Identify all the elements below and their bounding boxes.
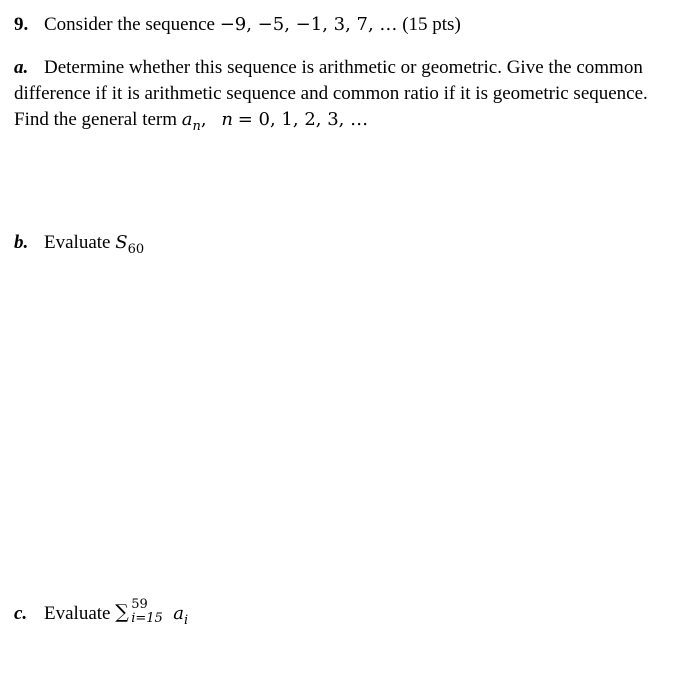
part-b-line <box>14 231 144 257</box>
n-values: = 0, 1, 2, 3, … <box>237 109 369 130</box>
general-term-sub: n <box>192 119 201 134</box>
part-a-line-3 <box>14 108 368 134</box>
part-a-text-1: Determine whether this sequence is arithmetic or geometric. Give the common <box>44 57 643 78</box>
general-term-var: a <box>181 109 193 130</box>
part-a-line-2 <box>14 82 648 106</box>
question-points: (15 pts) <box>402 14 461 35</box>
part-c-label: c. <box>14 603 28 624</box>
sum-sub: 60 <box>127 242 145 257</box>
question-heading <box>14 13 461 37</box>
question-number: 9. <box>14 14 29 35</box>
summand <box>173 603 189 628</box>
summand-var: a <box>173 603 184 624</box>
sigma-symbol: ∑ <box>115 601 129 623</box>
part-c-text: Evaluate <box>44 603 111 624</box>
general-term-comma: , <box>200 109 207 130</box>
general-term <box>181 109 201 134</box>
part-c-line <box>14 597 189 628</box>
n-variable: n <box>221 109 233 130</box>
part-a-label: a. <box>14 57 29 78</box>
question-prompt: Consider the sequence <box>44 14 215 35</box>
part-b-text: Evaluate <box>44 232 111 253</box>
sum-var: S <box>115 232 128 253</box>
summation-expression <box>115 597 173 626</box>
sequence-terms: −9, −5, −1, 3, 7, … <box>219 14 398 35</box>
part-a-line-1 <box>14 56 643 80</box>
sigma-lower-limit: i=15 <box>131 611 163 626</box>
summand-sub: i <box>183 613 189 628</box>
sigma-upper-limit: 59 <box>131 597 148 612</box>
part-a-text-2: difference if it is arithmetic sequence and common ratio if it is geometric sequence. <box>14 83 648 104</box>
part-b-label: b. <box>14 232 29 253</box>
part-a-text-3: Find the general term <box>14 109 178 130</box>
sum-expression <box>115 232 145 257</box>
